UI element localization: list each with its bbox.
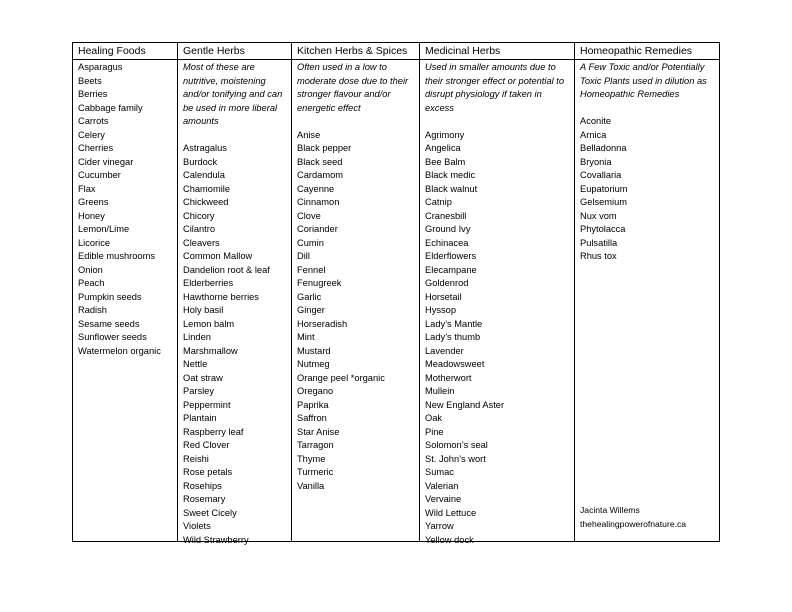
column-homeopathic-remedies bbox=[575, 43, 719, 541]
list-item: Orange peel *organic bbox=[297, 372, 385, 383]
list-item: Covallaria bbox=[580, 170, 622, 180]
list-item: Solomon’s seal bbox=[425, 440, 488, 450]
list-item: Cayenne bbox=[297, 183, 335, 194]
list-item: New England Aster bbox=[425, 399, 505, 410]
list-item: Celery bbox=[78, 129, 105, 140]
list-item: Gelsemium bbox=[580, 197, 628, 207]
list-item: Marshmallow bbox=[183, 345, 238, 356]
list-item: Nux vom bbox=[580, 210, 617, 221]
list-item: Cinnamon bbox=[297, 197, 340, 207]
list-item: Elderberries bbox=[183, 278, 234, 288]
list-item: Cumin bbox=[297, 237, 324, 248]
list-item: Black seed bbox=[297, 156, 343, 167]
list-item: Meadowsweet bbox=[425, 359, 485, 369]
list-item: Catnip bbox=[425, 197, 452, 207]
list-item: St. John’s wort bbox=[425, 453, 486, 464]
column-header: Kitchen Herbs & Spices bbox=[292, 43, 419, 60]
list-item: Flax bbox=[78, 183, 96, 194]
list-item: Plantain bbox=[183, 413, 217, 423]
list-item: Rosemary bbox=[183, 494, 226, 504]
item-list bbox=[580, 115, 715, 264]
list-item: Arnica bbox=[580, 129, 607, 140]
list-item: Agrimony bbox=[425, 129, 465, 140]
list-item: Watermelon organic bbox=[78, 345, 161, 356]
list-item: Cabbage family bbox=[78, 102, 143, 113]
item-list bbox=[78, 61, 173, 358]
list-item: Lemon/Lime bbox=[78, 224, 130, 234]
list-item: Sweet Cicely bbox=[183, 507, 237, 518]
list-item: Violets bbox=[183, 521, 211, 531]
column-note: Most of these are nutritive, moistening and/or tonifying and can be used in more liberal amounts bbox=[183, 62, 283, 126]
list-item: Black pepper bbox=[297, 143, 352, 153]
list-item: Fenugreek bbox=[297, 278, 342, 288]
list-item: Hawthorne berries bbox=[183, 291, 259, 302]
list-item: Sunflower seeds bbox=[78, 332, 147, 342]
list-item: Cherries bbox=[78, 143, 114, 153]
list-item: Red Clover bbox=[183, 440, 230, 450]
list-item: Wild Strawberry bbox=[183, 534, 249, 545]
column-header: Healing Foods bbox=[73, 43, 177, 60]
list-item: Cleavers bbox=[183, 237, 220, 248]
list-item: Parsley bbox=[183, 386, 215, 396]
list-item: Elderflowers bbox=[425, 251, 477, 261]
list-item: Echinacea bbox=[425, 237, 469, 248]
list-item: Eupatorium bbox=[580, 183, 628, 194]
item-list bbox=[425, 129, 570, 548]
list-item: Radish bbox=[78, 305, 107, 315]
list-item: Pulsatilla bbox=[580, 237, 618, 248]
list-item: Hyssop bbox=[425, 305, 457, 315]
column-healing-foods bbox=[73, 43, 178, 541]
column-kitchen-herbs-spices bbox=[292, 43, 420, 541]
list-item: Burdock bbox=[183, 156, 218, 167]
list-item: Aconite bbox=[580, 116, 612, 126]
list-item: Pine bbox=[425, 426, 444, 437]
list-item: Yellow dock bbox=[425, 534, 474, 545]
list-item: Peach bbox=[78, 278, 105, 288]
list-item: Garlic bbox=[297, 291, 322, 302]
list-item: Asparagus bbox=[78, 62, 123, 72]
author-name: Jacinta Willems bbox=[580, 505, 640, 515]
list-item: Calendula bbox=[183, 170, 225, 180]
list-item: Chamomile bbox=[183, 183, 231, 194]
list-item: Honey bbox=[78, 210, 105, 221]
list-item: Black walnut bbox=[425, 183, 478, 194]
list-item: Clove bbox=[297, 210, 321, 221]
list-item: Carrots bbox=[78, 116, 109, 126]
list-item: Tarragon bbox=[297, 440, 334, 450]
list-item: Bee Balm bbox=[425, 156, 466, 167]
list-item: Horseradish bbox=[297, 318, 348, 329]
list-item: Wild Lettuce bbox=[425, 507, 477, 518]
list-item: Goldenrod bbox=[425, 278, 469, 288]
list-item: Angelica bbox=[425, 143, 461, 153]
list-item: Saffron bbox=[297, 413, 327, 423]
list-item: Edible mushrooms bbox=[78, 251, 155, 261]
list-item: Common Mallow bbox=[183, 251, 253, 261]
list-item: Horsetail bbox=[425, 291, 462, 302]
list-item: Lavender bbox=[425, 345, 464, 356]
list-item: Ginger bbox=[297, 305, 325, 315]
list-item: Cider vinegar bbox=[78, 156, 134, 167]
column-medicinal-herbs bbox=[420, 43, 575, 545]
list-item: Peppermint bbox=[183, 399, 231, 410]
item-list bbox=[183, 142, 287, 547]
list-item: Ground Ivy bbox=[425, 224, 471, 234]
list-item: Dandelion root & leaf bbox=[183, 264, 270, 275]
author-credit bbox=[580, 504, 686, 531]
list-item: Valerian bbox=[425, 480, 459, 491]
list-item: Mustard bbox=[297, 345, 331, 356]
list-item: Thyme bbox=[297, 453, 326, 464]
list-item: Vervaine bbox=[425, 494, 462, 504]
list-item: Astragalus bbox=[183, 143, 227, 153]
list-item: Chicory bbox=[183, 210, 215, 221]
list-item: Bryonia bbox=[580, 156, 612, 167]
list-item: Holy basil bbox=[183, 305, 224, 315]
list-item: Star Anise bbox=[297, 426, 340, 437]
list-item: Yarrow bbox=[425, 521, 454, 531]
list-item: Rhus tox bbox=[580, 251, 617, 261]
author-website: thehealingpowerofnature.ca bbox=[580, 518, 687, 529]
list-item: Lady’s Mantle bbox=[425, 318, 483, 329]
list-item: Elecampane bbox=[425, 264, 477, 275]
list-item: Cardamom bbox=[297, 170, 343, 180]
list-item: Rosehips bbox=[183, 480, 222, 491]
list-item: Oak bbox=[425, 413, 443, 423]
list-item: Lady’s thumb bbox=[425, 332, 481, 342]
list-item: Licorice bbox=[78, 237, 111, 248]
list-item: Raspberry leaf bbox=[183, 426, 244, 437]
list-item: Anise bbox=[297, 129, 321, 140]
list-item: Lemon balm bbox=[183, 318, 235, 329]
list-item: Cranesbill bbox=[425, 210, 467, 221]
list-item: Cilantro bbox=[183, 224, 216, 234]
list-item: Cucumber bbox=[78, 170, 121, 180]
list-item: Dill bbox=[297, 251, 310, 261]
list-item: Pumpkin seeds bbox=[78, 291, 142, 302]
list-item: Paprika bbox=[297, 399, 329, 410]
column-note: Often used in a low to moderate dose due to their stronger flavour and/or energetic effect bbox=[297, 62, 409, 113]
list-item: Greens bbox=[78, 197, 109, 207]
list-item: Mullein bbox=[425, 386, 455, 396]
list-item: Oregano bbox=[297, 386, 334, 396]
list-item: Vanilla bbox=[297, 480, 325, 491]
list-item: Fennel bbox=[297, 264, 326, 275]
list-item: Onion bbox=[78, 264, 103, 275]
list-item: Coriander bbox=[297, 224, 338, 234]
list-item: Oat straw bbox=[183, 372, 223, 383]
list-item: Nettle bbox=[183, 359, 208, 369]
column-note: A Few Toxic and/or Potentially Toxic Plants used in dilution as Homeopathic Remedies bbox=[580, 62, 707, 99]
column-note: Used in smaller amounts due to their stronger effect or potential to disrupt physiology if taken in excess bbox=[425, 62, 565, 113]
list-item: Beets bbox=[78, 75, 102, 86]
list-item: Phytolacca bbox=[580, 224, 626, 234]
list-item: Sumac bbox=[425, 467, 454, 477]
list-item: Linden bbox=[183, 332, 211, 342]
list-item: Sesame seeds bbox=[78, 318, 140, 329]
list-item: Chickweed bbox=[183, 197, 229, 207]
list-item: Nutmeg bbox=[297, 359, 330, 369]
list-item: Black medic bbox=[425, 170, 476, 180]
list-item: Motherwort bbox=[425, 372, 472, 383]
list-item: Mint bbox=[297, 332, 315, 342]
list-item: Turmeric bbox=[297, 467, 334, 477]
list-item: Berries bbox=[78, 89, 108, 99]
column-header: Medicinal Herbs bbox=[420, 43, 574, 60]
column-gentle-herbs bbox=[178, 43, 292, 545]
item-list bbox=[297, 129, 415, 494]
remedies-table bbox=[72, 42, 720, 545]
column-header: Gentle Herbs bbox=[178, 43, 291, 60]
list-item: Reishi bbox=[183, 453, 209, 464]
column-header: Homeopathic Remedies bbox=[575, 43, 719, 60]
list-item: Belladonna bbox=[580, 143, 627, 153]
list-item: Rose petals bbox=[183, 467, 233, 477]
